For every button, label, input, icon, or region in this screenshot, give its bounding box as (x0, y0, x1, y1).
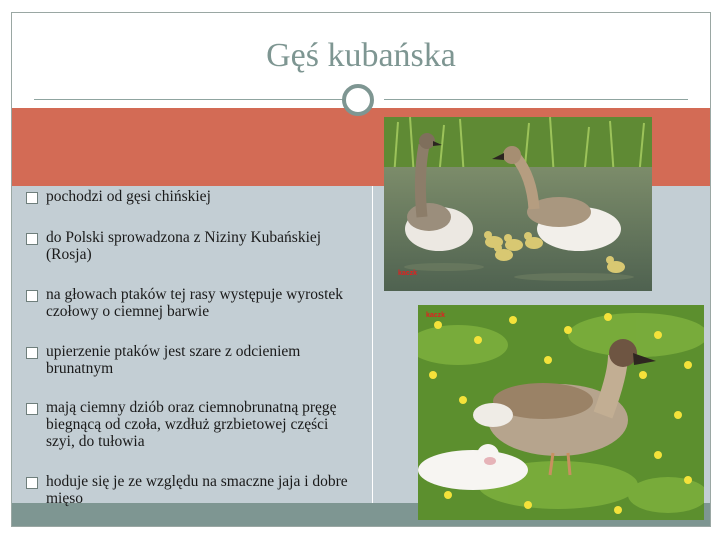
slide-title: Gęś kubańska (266, 37, 456, 74)
title-rule-left (34, 99, 346, 100)
bullet-text: hoduje się je ze względu na smaczne jaja i dobre mięso (46, 473, 348, 507)
geese-pond-photo (384, 117, 652, 291)
bullet-item (24, 473, 354, 507)
bullet-square-icon (26, 347, 38, 359)
bullet-square-icon (26, 233, 38, 245)
title-rule-right (384, 99, 688, 100)
photo-watermark: kaczk (426, 312, 446, 319)
bullet-square-icon (26, 477, 38, 489)
bullet-text: do Polski sprowadzona z Niziny Kubańskiej (Rosja) (46, 229, 322, 263)
bullet-item (24, 229, 354, 263)
bullet-item (24, 286, 354, 320)
bullet-text: upierzenie ptaków jest szare z odcieniem brunatnym (46, 343, 301, 377)
geese-meadow-photo (418, 305, 704, 520)
bullet-item (24, 399, 354, 450)
bullet-square-icon (26, 192, 38, 204)
bullet-item (24, 343, 354, 377)
bullet-text: pochodzi od gęsi chińskiej (46, 188, 211, 205)
bullet-item (24, 188, 354, 205)
photo-watermark: kaczk (398, 270, 418, 277)
bullet-text: mają ciemny dziób oraz ciemnobrunatną pręgę biegnącą od czoła, wzdłuż grzbietowej części szyi, do tułowia (46, 399, 337, 450)
bullet-text: na głowach ptaków tej rasy występuje wyrostek czołowy o ciemnej barwie (46, 286, 344, 320)
bullet-square-icon (26, 290, 38, 302)
ring-ornament-icon (342, 84, 374, 116)
content-divider (372, 186, 373, 503)
bullet-square-icon (26, 403, 38, 415)
